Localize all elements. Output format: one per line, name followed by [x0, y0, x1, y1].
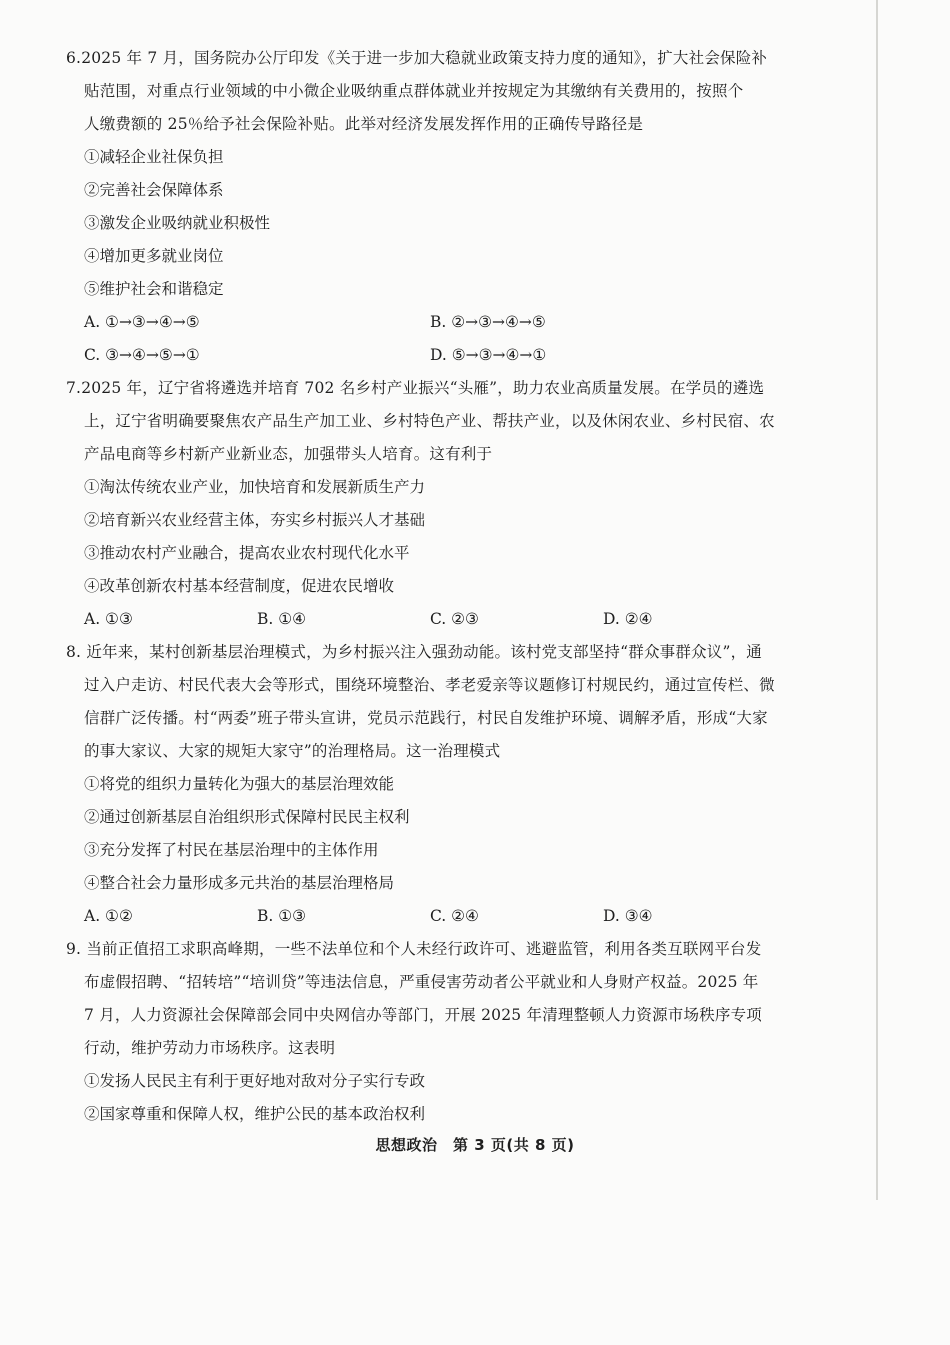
question-6-stem-line-1: 6.2025 年 7 月，国务院办公厅印发《关于进一步加大稳就业政策支持力度的通知》，扩大社会保险补: [66, 49, 768, 67]
question-6-stem-line-2: 贴范围，对重点行业领域的中小微企业吸纳重点群体就业并按规定为其缴纳有关费用的，按照个: [84, 82, 744, 100]
question-7-item-4: ④改革创新农村基本经营制度，促进农民增收: [84, 577, 395, 595]
question-8-item-4: ④整合社会力量形成多元共治的基层治理格局: [84, 874, 395, 892]
question-8-choice-a: A. ①②: [84, 907, 133, 925]
question-7-stem-line-1: 7.2025 年，辽宁省将遴选并培育 702 名乡村产业振兴“头雁”，助力农业高质量发展。在学员的遴选: [66, 379, 765, 397]
question-6-item-2: ②完善社会保障体系: [84, 181, 224, 199]
question-9-item-1: ①发扬人民民主有利于更好地对敌对分子实行专政: [84, 1072, 426, 1090]
question-8-stem-line-3: 信群广泛传播。村“两委”班子带头宣讲，党员示范践行，村民自发维护环境、调解矛盾，形成“大家: [84, 709, 768, 727]
question-7-stem-line-3: 产品电商等乡村新产业新业态，加强带头人培育。这有利于: [84, 445, 493, 463]
question-8-stem-line-1: 8. 近年来，某村创新基层治理模式，为乡村振兴注入强劲动能。该村党支部坚持“群众事群众议”，通: [66, 643, 762, 661]
question-7-choice-c: C. ②③: [430, 610, 479, 628]
question-9-stem-line-1: 9. 当前正值招工求职高峰期，一些不法单位和个人未经行政许可、逃避监管，利用各类互联网平台发: [66, 940, 762, 958]
question-9: [66, 933, 818, 1131]
question-7-choice-b: B. ①④: [257, 610, 307, 628]
question-9-stem-line-4: 行动，维护劳动力市场秩序。这表明: [84, 1039, 336, 1057]
question-6-choice-a: A. ①→③→④→⑤: [84, 313, 200, 331]
question-7-choice-d: D. ②④: [603, 610, 653, 628]
question-7-item-3: ③推动农村产业融合，提高农业农村现代化水平: [84, 544, 410, 562]
question-7-item-1: ①淘汰传统农业产业，加快培育和发展新质生产力: [84, 478, 426, 496]
question-6-choice-d: D. ⑤→③→④→①: [430, 346, 547, 364]
question-6: [66, 42, 818, 372]
question-6-item-5: ⑤维护社会和谐稳定: [84, 280, 224, 298]
question-7: [66, 372, 818, 636]
question-8: [66, 636, 818, 933]
question-7-item-2: ②培育新兴农业经营主体，夯实乡村振兴人才基础: [84, 511, 426, 529]
page-footer: 思想政治 第 3 页(共 8 页): [375, 1136, 575, 1154]
question-6-choices-row-1: [66, 306, 818, 339]
question-8-choices: [66, 900, 818, 933]
question-8-choice-d: D. ③④: [603, 907, 653, 925]
question-8-item-1: ①将党的组织力量转化为强大的基层治理效能: [84, 775, 395, 793]
question-9-item-2: ②国家尊重和保障人权，维护公民的基本政治权利: [84, 1105, 426, 1123]
question-6-item-3: ③激发企业吸纳就业积极性: [84, 214, 271, 232]
question-8-item-3: ③充分发挥了村民在基层治理中的主体作用: [84, 841, 379, 859]
question-6-choice-c: C. ③→④→⑤→①: [84, 346, 200, 364]
question-8-stem-line-4: 的事大家议、大家的规矩大家守”的治理格局。这一治理模式: [84, 742, 501, 760]
page-edge: [876, 0, 878, 1200]
question-7-choice-a: A. ①③: [84, 610, 133, 628]
question-8-item-2: ②通过创新基层自治组织形式保障村民民主权利: [84, 808, 410, 826]
question-9-stem-line-3: 7 月，人力资源社会保障部会同中央网信办等部门，开展 2025 年清理整顿人力资源市场秩序专项: [84, 1006, 762, 1024]
question-8-choice-c: C. ②④: [430, 907, 479, 925]
question-8-choice-b: B. ①③: [257, 907, 307, 925]
question-6-choices-row-2: [66, 339, 818, 372]
question-6-item-4: ④增加更多就业岗位: [84, 247, 224, 265]
question-9-stem-line-2: 布虚假招聘、“招转培”“培训贷”等违法信息，严重侵害劳动者公平就业和人身财产权益。2025 年: [84, 973, 759, 991]
question-6-stem-line-3: 人缴费额的 25％给予社会保险补贴。此举对经济发展发挥作用的正确传导路径是: [84, 115, 644, 133]
question-7-stem-line-2: 上，辽宁省明确要聚焦农产品生产加工业、乡村特色产业、帮扶产业，以及休闲农业、乡村民宿、农: [84, 412, 775, 430]
question-8-stem-line-2: 过入户走访、村民代表大会等形式，围绕环境整治、孝老爱亲等议题修订村规民约，通过宣传栏、微: [84, 676, 775, 694]
question-6-choice-b: B. ②→③→④→⑤: [430, 313, 546, 331]
question-6-item-1: ①减轻企业社保负担: [84, 148, 224, 166]
exam-content: [66, 42, 818, 1131]
question-7-choices: [66, 603, 818, 636]
